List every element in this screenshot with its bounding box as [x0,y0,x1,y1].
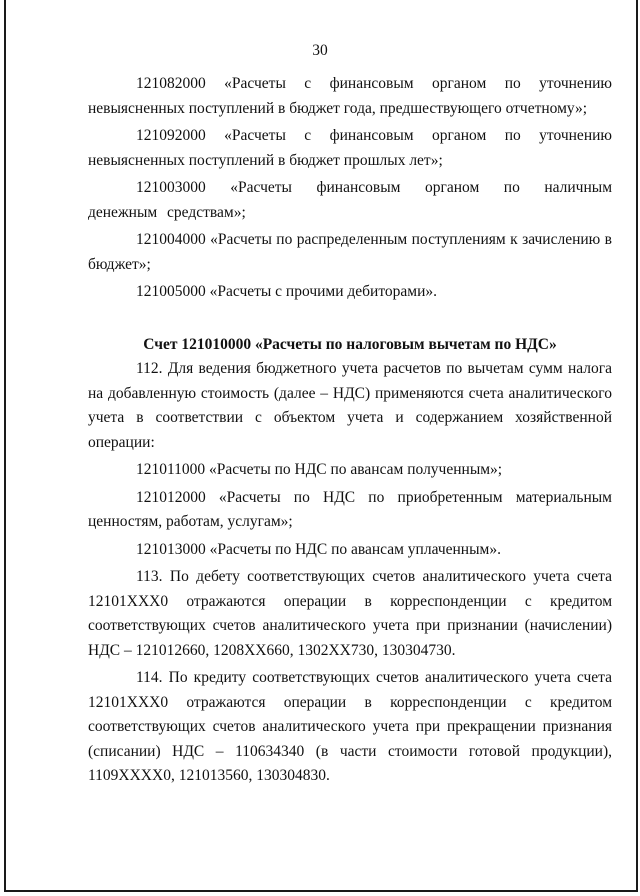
paragraph: 112. Для ведения бюджетного учета расчетов по вычетам сумм налога на добавленную стоимость (далее – НДС) применяются счета аналитического учета в соответствии с объектом учета и содержанием хозяйственной операции: [88,360,612,451]
paragraph: 121005000 «Расчеты с прочими дебиторами». [136,283,438,300]
document-body [88,72,612,792]
section-heading: Счет 121010000 «Расчеты по налоговым вычетам по НДС» [143,335,557,353]
paragraph: 113. По дебету соответствующих счетов аналитического учета счета 12101ХХХ0 отражаются операции в корреспонденции с кредитом соответствующих счетов аналитического учета при признании (начислении) НДС – 121012660, 1208ХХ660, 1302ХХ730, 130304730. [88,568,612,659]
paragraph: 121012000 «Расчеты по НДС по приобретенным материальным ценностям, работам, услугам»; [88,488,612,530]
paragraph: 121092000 «Расчеты с финансовым органом по уточнению невыясненных поступлений в бюджет прошлых лет»; [88,127,612,169]
paragraph: 121004000 «Расчеты по распределенным поступлениям к зачислению в бюджет»; [88,231,612,273]
paragraph: 114. По кредиту соответствующих счетов аналитического учета счета 12101ХХХ0 отражаются операции в корреспонденции с кредитом соответствующих счетов аналитического учета при прекращении признания (списании) НДС – 110634340 (в части стоимости готовой продукции), 1109ХХХХ0, 121013560, 130304830. [88,669,612,784]
paragraph: 121011000 «Расчеты по НДС по авансам полученным»; [136,461,503,478]
page-number: 30 [312,42,328,59]
paragraph: 121013000 «Расчеты по НДС по авансам уплаченным». [136,540,501,558]
paragraph: 121003000 «Расчеты финансовым органом по наличным денежным средствам»; [88,179,612,221]
paragraph: 121082000 «Расчеты с финансовым органом по уточнению невыясненных поступлений в бюджет года, предшествующего отчетному»; [88,75,612,117]
